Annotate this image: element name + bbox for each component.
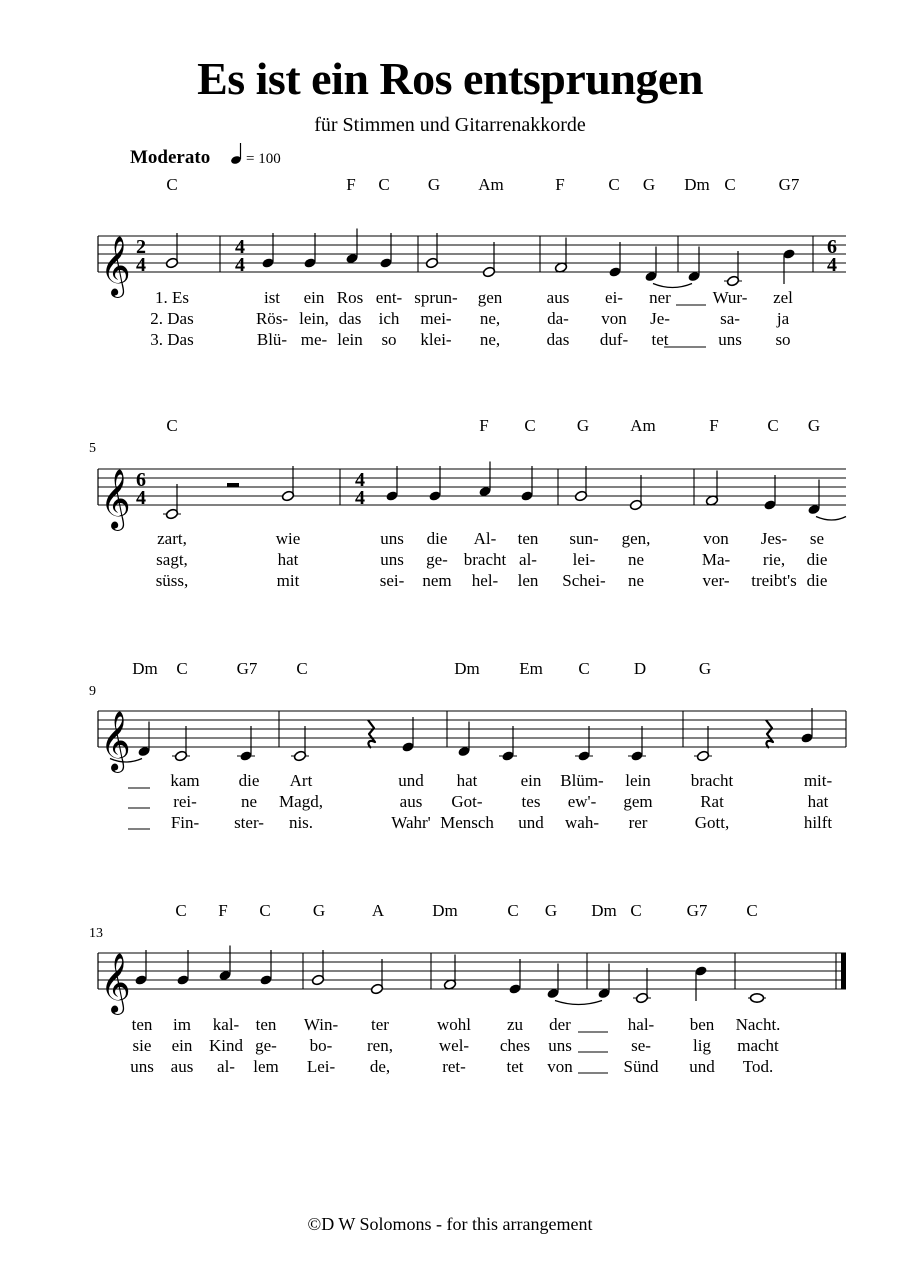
- lyric-syllable: Rat: [700, 792, 724, 811]
- lyric-syllable: 1. Es: [155, 288, 189, 307]
- chord-symbol: G: [576, 416, 590, 435]
- chord-symbol: C: [767, 416, 779, 435]
- lyric-syllable: 2. Das: [150, 309, 194, 328]
- lyric-syllable: gen,: [621, 529, 651, 548]
- chord-symbol: Dm: [132, 659, 158, 678]
- half-rest-icon: [227, 483, 239, 487]
- lyric-syllable: ter: [371, 1015, 389, 1034]
- chord-symbol: G7: [236, 659, 258, 678]
- chord-symbol: A: [371, 901, 385, 920]
- lyric-syllable: ein: [171, 1036, 193, 1055]
- lyric-syllable: aus: [399, 792, 423, 811]
- chord-symbol: C: [746, 901, 758, 920]
- lyric-syllable: da-: [547, 309, 569, 328]
- chord-symbol: C: [166, 416, 178, 435]
- chord-symbol: G: [698, 659, 712, 678]
- chord-symbol: C: [296, 659, 308, 678]
- time-signature-bottom: 4: [136, 487, 146, 509]
- lyric-syllable: so: [381, 330, 397, 349]
- lyric-syllable: ge-: [426, 550, 448, 569]
- lyric-syllable: und: [689, 1057, 715, 1076]
- tempo-marking: Moderato: [130, 147, 211, 168]
- chord-symbol: C: [578, 659, 590, 678]
- lyric-syllable: bracht: [690, 771, 734, 790]
- lyric-syllable: lig: [693, 1036, 711, 1055]
- lyric-syllable: ten: [131, 1015, 153, 1034]
- lyric-syllable: al-: [217, 1057, 235, 1076]
- lyric-syllable: ver-: [702, 571, 730, 590]
- lyric-syllable: Rös-: [255, 309, 289, 328]
- lyric-syllable: uns: [380, 529, 404, 548]
- chord-symbol: G: [642, 175, 656, 194]
- lyric-syllable: se-: [631, 1036, 651, 1055]
- lyric-syllable: mit-: [803, 771, 833, 790]
- lyric-syllable: ist: [263, 288, 281, 307]
- lyric-syllable: wie: [275, 529, 301, 548]
- lyric-syllable: so: [775, 330, 791, 349]
- chord-symbol: C: [259, 901, 271, 920]
- lyric-syllable: die: [806, 571, 828, 590]
- lyric-syllable: ne: [627, 571, 645, 590]
- tie: [816, 517, 846, 521]
- chord-symbol: Am: [478, 175, 504, 194]
- system-number: 9: [89, 684, 96, 699]
- lyric-syllable: de,: [369, 1057, 391, 1076]
- lyric-syllable: wah-: [565, 813, 599, 832]
- lyric-syllable: hel-: [471, 571, 499, 590]
- lyric-syllable: uns: [548, 1036, 572, 1055]
- lyric-syllable: hat: [456, 771, 478, 790]
- lyric-syllable: uns: [380, 550, 404, 569]
- lyric-syllable: Tod.: [742, 1057, 774, 1076]
- chord-symbol: G7: [778, 175, 800, 194]
- chord-symbol: Dm: [684, 175, 710, 194]
- lyric-syllable: das: [338, 309, 362, 328]
- lyric-syllable: Je-: [650, 309, 670, 328]
- system-number: 13: [89, 926, 103, 941]
- lyric-syllable: süss,: [155, 571, 189, 590]
- lyric-syllable: me-: [300, 330, 328, 349]
- lyric-syllable: sprun-: [414, 288, 458, 307]
- lyric-syllable: von: [547, 1057, 573, 1076]
- treble-clef-icon: 𝄞: [100, 713, 131, 770]
- final-barline: [841, 953, 846, 989]
- lyric-syllable: bo-: [309, 1036, 333, 1055]
- lyric-syllable: Art: [289, 771, 313, 790]
- chord-symbol: G: [427, 175, 441, 194]
- lyric-syllable: se: [809, 529, 825, 548]
- chord-symbol: G7: [686, 901, 708, 920]
- chord-symbol: F: [555, 175, 565, 194]
- lyric-syllable: die: [806, 550, 828, 569]
- lyric-syllable: ne,: [479, 309, 501, 328]
- song-subtitle: für Stimmen und Gitarrenakkorde: [314, 114, 586, 136]
- lyric-syllable: Fin-: [170, 813, 200, 832]
- chord-symbol: C: [378, 175, 390, 194]
- lyric-syllable: wohl: [437, 1015, 471, 1034]
- lyric-syllable: ein: [520, 771, 542, 790]
- time-signature-top: 4: [355, 469, 365, 491]
- lyric-syllable: rei-: [173, 792, 197, 811]
- lyric-syllable: von: [601, 309, 627, 328]
- lyric-syllable: lein: [625, 771, 651, 790]
- lyric-syllable: Schei-: [562, 571, 606, 590]
- lyric-syllable: len: [517, 571, 539, 590]
- tie: [555, 1001, 602, 1005]
- time-signature-bottom: 4: [355, 487, 365, 509]
- lyric-syllable: Gott,: [694, 813, 730, 832]
- chord-symbol: C: [507, 901, 519, 920]
- lyric-syllable: kal-: [212, 1015, 240, 1034]
- lyric-syllable: ei-: [605, 288, 623, 307]
- chord-symbol: C: [724, 175, 736, 194]
- lyric-syllable: rer: [628, 813, 648, 832]
- lyric-syllable: macht: [737, 1036, 779, 1055]
- lyric-syllable: wel-: [438, 1036, 470, 1055]
- lyric-syllable: klei-: [420, 330, 452, 349]
- lyric-syllable: hat: [807, 792, 829, 811]
- lyric-syllable: Sünd: [623, 1057, 659, 1076]
- lyric-syllable: ein: [303, 288, 325, 307]
- lyric-syllable: Magd,: [279, 792, 323, 811]
- lyric-syllable: hal-: [627, 1015, 655, 1034]
- lyric-syllable: rie,: [762, 550, 786, 569]
- lyric-syllable: ster-: [234, 813, 264, 832]
- lyric-syllable: sun-: [569, 529, 599, 548]
- lyric-syllable: und: [398, 771, 424, 790]
- chord-symbol: C: [175, 901, 187, 920]
- lyric-syllable: duf-: [599, 330, 629, 349]
- lyric-syllable: ich: [378, 309, 400, 328]
- whole-note: [751, 994, 764, 1002]
- lyric-syllable: Mensch: [440, 813, 494, 832]
- lyric-syllable: der: [549, 1015, 571, 1034]
- lyric-syllable: mei-: [420, 309, 452, 328]
- chord-symbol: Dm: [454, 659, 480, 678]
- lyric-syllable: lein,: [299, 309, 329, 328]
- lyric-syllable: ne: [627, 550, 645, 569]
- chord-symbol: G: [312, 901, 326, 920]
- lyric-syllable: ner: [649, 288, 671, 307]
- lyric-syllable: Lei-: [306, 1057, 336, 1076]
- lyric-syllable: sei-: [379, 571, 405, 590]
- lyric-syllable: Got-: [451, 792, 483, 811]
- lyric-syllable: und: [518, 813, 544, 832]
- chord-symbol: C: [630, 901, 642, 920]
- lyric-syllable: hat: [277, 550, 299, 569]
- lyric-syllable: nem: [422, 571, 452, 590]
- lyric-syllable: im: [173, 1015, 191, 1034]
- chord-symbol: Am: [630, 416, 656, 435]
- lyric-syllable: ge-: [255, 1036, 277, 1055]
- treble-clef-icon: 𝄞: [100, 471, 131, 528]
- lyric-syllable: Al-: [473, 529, 497, 548]
- lyric-syllable: lei-: [572, 550, 596, 569]
- lyric-syllable: ja: [776, 309, 790, 328]
- chord-symbol: F: [709, 416, 719, 435]
- tempo-quarter-note-icon: [230, 143, 242, 165]
- quarter-rest-icon: [368, 720, 375, 748]
- lyric-syllable: uns: [718, 330, 742, 349]
- lyric-syllable: ew'-: [567, 792, 597, 811]
- lyric-syllable: tet: [506, 1057, 524, 1076]
- lyric-syllable: uns: [130, 1057, 154, 1076]
- time-signature-top: 6: [827, 236, 837, 258]
- lyric-syllable: sagt,: [156, 550, 188, 569]
- chord-symbol: Dm: [432, 901, 458, 920]
- chord-symbol: Dm: [591, 901, 617, 920]
- chord-symbol: F: [346, 175, 356, 194]
- lyric-syllable: zu: [506, 1015, 524, 1034]
- lyric-syllable: ne,: [479, 330, 501, 349]
- chord-symbol: C: [166, 175, 178, 194]
- lyric-syllable: die: [238, 771, 260, 790]
- lyric-syllable: gem: [623, 792, 653, 811]
- chord-symbol: C: [608, 175, 620, 194]
- time-signature-bottom: 4: [136, 254, 146, 276]
- lyric-syllable: aus: [546, 288, 570, 307]
- quarter-rest-icon: [766, 720, 773, 748]
- lyric-syllable: ben: [689, 1015, 715, 1034]
- lyric-syllable: ent-: [375, 288, 403, 307]
- time-signature-bottom: 4: [235, 254, 245, 276]
- chord-symbol: F: [218, 901, 228, 920]
- lyric-syllable: nis.: [288, 813, 314, 832]
- time-signature-top: 4: [235, 236, 245, 258]
- lyric-syllable: ten: [517, 529, 539, 548]
- chord-symbol: Em: [519, 659, 543, 678]
- lyric-syllable: Blü-: [256, 330, 288, 349]
- lyric-syllable: sa-: [720, 309, 740, 328]
- lyric-syllable: hilft: [803, 813, 833, 832]
- lyric-syllable: Blüm-: [560, 771, 604, 790]
- lyric-syllable: Nacht.: [735, 1015, 781, 1034]
- lyric-syllable: Kind: [209, 1036, 243, 1055]
- tempo-bpm: = 100: [246, 151, 281, 167]
- lyric-syllable: treibt's: [751, 571, 797, 590]
- lyric-syllable: gen: [477, 288, 503, 307]
- chord-symbol: C: [176, 659, 188, 678]
- tie: [653, 284, 692, 288]
- lyric-syllable: kam: [170, 771, 200, 790]
- copyright-footer: ©D W Solomons - for this arrangement: [307, 1214, 593, 1234]
- lyric-syllable: ches: [499, 1036, 531, 1055]
- chord-symbol: G: [807, 416, 821, 435]
- lyric-syllable: Win-: [303, 1015, 339, 1034]
- lyric-syllable: lem: [253, 1057, 279, 1076]
- lyric-syllable: lein: [337, 330, 363, 349]
- lyric-syllable: zart,: [157, 529, 187, 548]
- lyric-syllable: Ma-: [701, 550, 731, 569]
- lyric-syllable: Wahr': [391, 813, 431, 832]
- system-number: 5: [89, 441, 96, 456]
- lyric-syllable: ret-: [442, 1057, 466, 1076]
- treble-clef-icon: 𝄞: [100, 955, 131, 1012]
- treble-clef-icon: 𝄞: [100, 238, 131, 295]
- lyric-syllable: zel: [773, 288, 793, 307]
- lyric-syllable: aus: [170, 1057, 194, 1076]
- lyric-syllable: mit: [276, 571, 300, 590]
- lyric-syllable: al-: [519, 550, 537, 569]
- time-signature-top: 2: [136, 236, 146, 258]
- lyric-syllable: sie: [132, 1036, 152, 1055]
- lyric-syllable: die: [426, 529, 448, 548]
- song-title: Es ist ein Ros entsprungen: [197, 53, 703, 104]
- lyric-syllable: 3. Das: [150, 330, 194, 349]
- chord-symbol: G: [544, 901, 558, 920]
- lyric-syllable: von: [703, 529, 729, 548]
- lyric-syllable: Wur-: [712, 288, 748, 307]
- chord-symbol: D: [633, 659, 647, 678]
- lyric-syllable: Ros: [336, 288, 364, 307]
- lyric-syllable: tes: [521, 792, 541, 811]
- lyric-syllable: ne: [240, 792, 258, 811]
- time-signature-top: 6: [136, 469, 146, 491]
- lyric-syllable: ren,: [367, 1036, 393, 1055]
- lyric-syllable: Jes-: [760, 529, 788, 548]
- time-signature-bottom: 4: [827, 254, 837, 276]
- lyric-syllable: tet: [651, 330, 669, 349]
- chord-symbol: F: [479, 416, 489, 435]
- chord-symbol: C: [524, 416, 536, 435]
- lyric-syllable: bracht: [463, 550, 507, 569]
- lyric-syllable: ten: [255, 1015, 277, 1034]
- lyric-syllable: das: [546, 330, 570, 349]
